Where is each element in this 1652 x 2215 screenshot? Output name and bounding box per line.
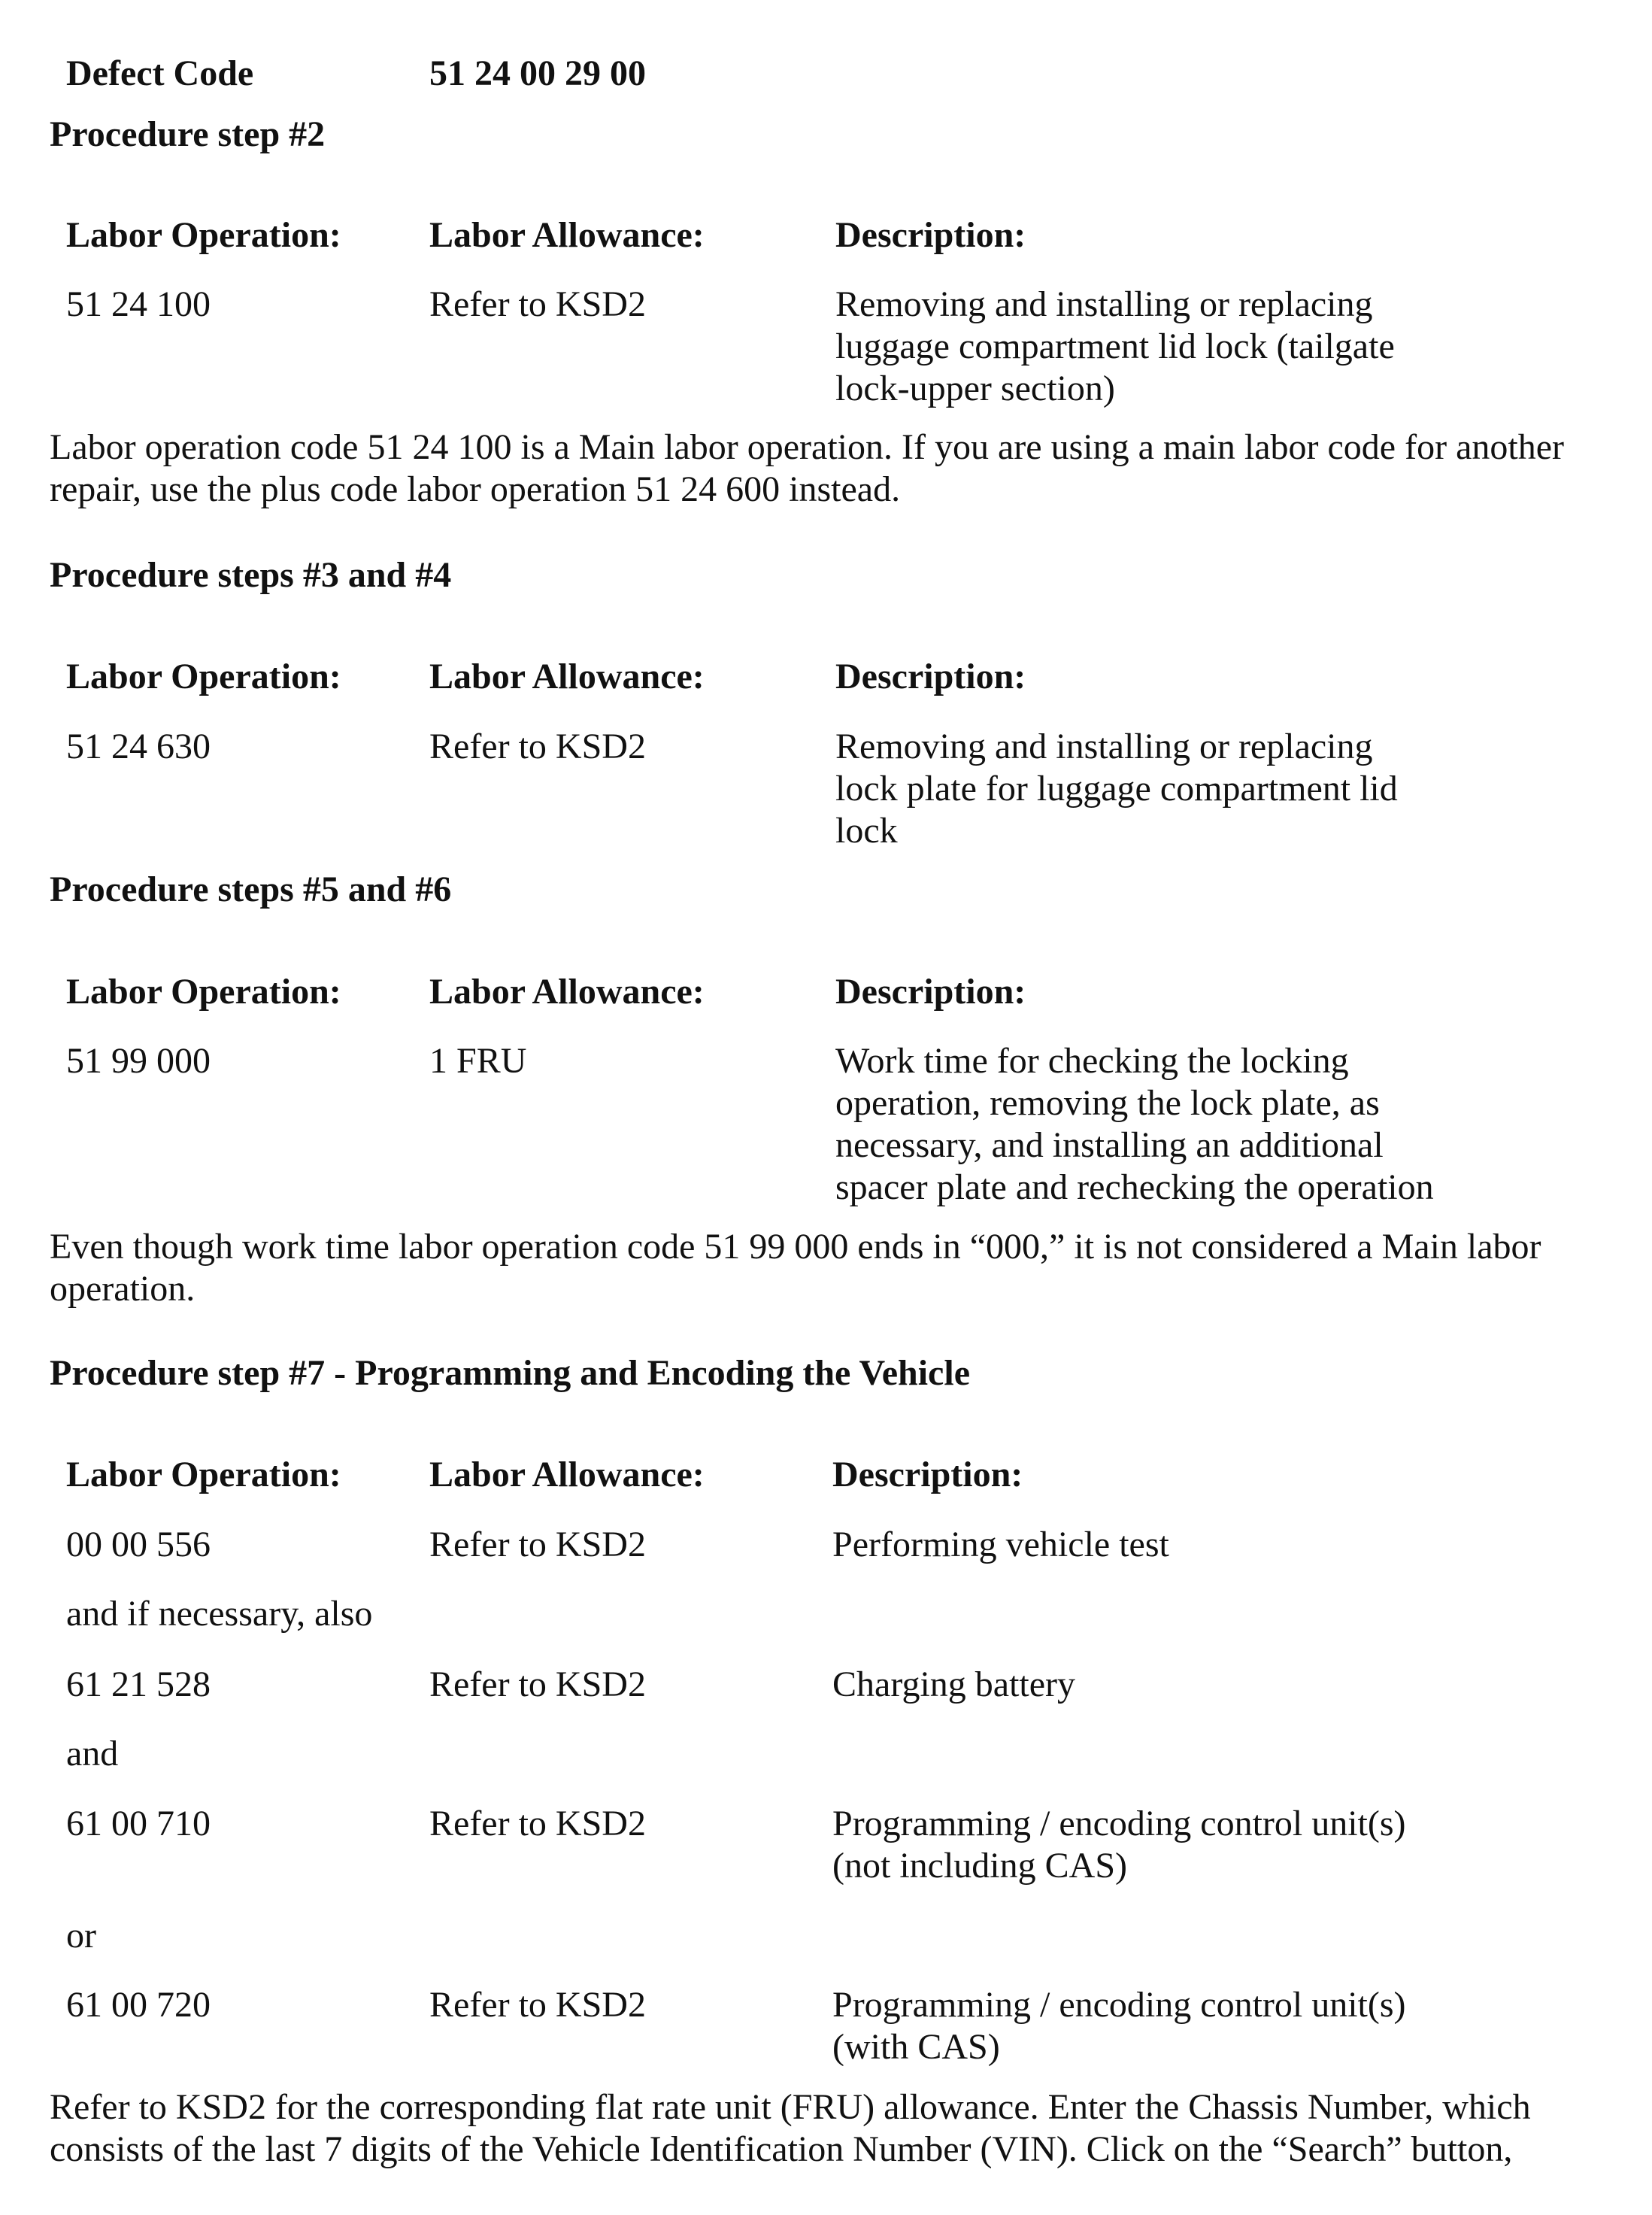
connector-text: and [66,1734,119,1774]
labor-operation-code: 61 00 720 [66,1985,211,2025]
description-line: spacer plate and rechecking the operation [835,1167,1434,1207]
note-line: Labor operation code 51 24 100 is a Main labor operation. If you are using a main labor code for another [50,427,1565,467]
description-line: luggage compartment lid lock (tailgate [835,326,1395,366]
description-line: lock-upper section) [835,369,1115,408]
description-line: Removing and installing or replacing [835,727,1373,766]
labor-allowance: Refer to KSD2 [429,1985,646,2025]
labor-allowance: Refer to KSD2 [429,1804,646,1843]
labor-description [835,726,1398,852]
connector-text: and if necessary, also [66,1594,373,1634]
column-header-labor-allowance: Labor Allowance: [429,215,705,255]
note-line: repair, use the plus code labor operation 51 24 600 instead. [50,469,901,509]
column-header-labor-allowance: Labor Allowance: [429,657,705,696]
description-line: Programming / encoding control unit(s) [832,1985,1406,2025]
labor-allowance: Refer to KSD2 [429,1664,646,1704]
labor-operation-code: 51 24 100 [66,284,211,324]
labor-operation-code: 61 00 710 [66,1804,211,1843]
column-header-labor-allowance: Labor Allowance: [429,1455,705,1494]
section-heading-step-2: Procedure step #2 [50,114,326,154]
defect-code-label: Defect Code [66,53,254,93]
description-line: Performing vehicle test [832,1525,1169,1564]
column-header-description: Description: [835,215,1026,255]
labor-allowance: Refer to KSD2 [429,1525,646,1564]
column-header-labor-operation: Labor Operation: [66,657,341,696]
description-line: (with CAS) [832,2027,1000,2067]
labor-description [832,1664,1075,1706]
description-line: Removing and installing or replacing [835,284,1373,324]
note-line: consists of the last 7 digits of the Vehicle Identification Number (VIN). Click on the “Search” button, [50,2129,1513,2169]
note-line: operation. [50,1269,196,1309]
description-line: lock [835,811,898,851]
note-paragraph-ksd2 [50,2086,1531,2171]
connector-text: or [66,1916,96,1956]
labor-allowance: Refer to KSD2 [429,284,646,324]
labor-operation-code: 51 24 630 [66,727,211,766]
column-header-labor-operation: Labor Operation: [66,1455,341,1494]
description-line: (not including CAS) [832,1846,1127,1886]
note-paragraph-main-labor [50,426,1564,511]
column-header-description: Description: [835,657,1026,696]
labor-description [835,1040,1434,1209]
description-line: lock plate for luggage compartment lid [835,769,1398,809]
description-line: Programming / encoding control unit(s) [832,1804,1406,1843]
description-line: necessary, and installing an additional [835,1125,1384,1165]
note-line: Even though work time labor operation code 51 99 000 ends in “000,” it is not considered a Main labor [50,1227,1541,1267]
labor-allowance: Refer to KSD2 [429,727,646,766]
column-header-description: Description: [835,972,1026,1012]
description-line: Charging battery [832,1664,1076,1704]
labor-description [832,1984,1406,2068]
labor-operation-code: 00 00 556 [66,1525,211,1564]
section-heading-step-7: Procedure step #7 - Programming and Encoding the Vehicle [50,1353,970,1393]
labor-operation-code: 51 99 000 [66,1041,211,1081]
labor-description [832,1524,1169,1566]
column-header-labor-operation: Labor Operation: [66,972,341,1012]
description-line: Work time for checking the locking [835,1041,1349,1081]
description-line: operation, removing the lock plate, as [835,1083,1380,1123]
section-heading-steps-3-4: Procedure steps #3 and #4 [50,555,452,595]
labor-operation-code: 61 21 528 [66,1664,211,1704]
labor-description [832,1803,1406,1887]
note-line: Refer to KSD2 for the corresponding flat rate unit (FRU) allowance. Enter the Chassis Number, which [50,2087,1531,2127]
note-paragraph-work-time [50,1226,1541,1310]
column-header-labor-allowance: Labor Allowance: [429,972,705,1012]
column-header-labor-operation: Labor Operation: [66,215,341,255]
labor-description [835,284,1395,410]
column-header-description: Description: [832,1455,1023,1494]
defect-code-value: 51 24 00 29 00 [429,53,646,93]
section-heading-steps-5-6: Procedure steps #5 and #6 [50,869,452,909]
labor-allowance: 1 FRU [429,1041,527,1081]
